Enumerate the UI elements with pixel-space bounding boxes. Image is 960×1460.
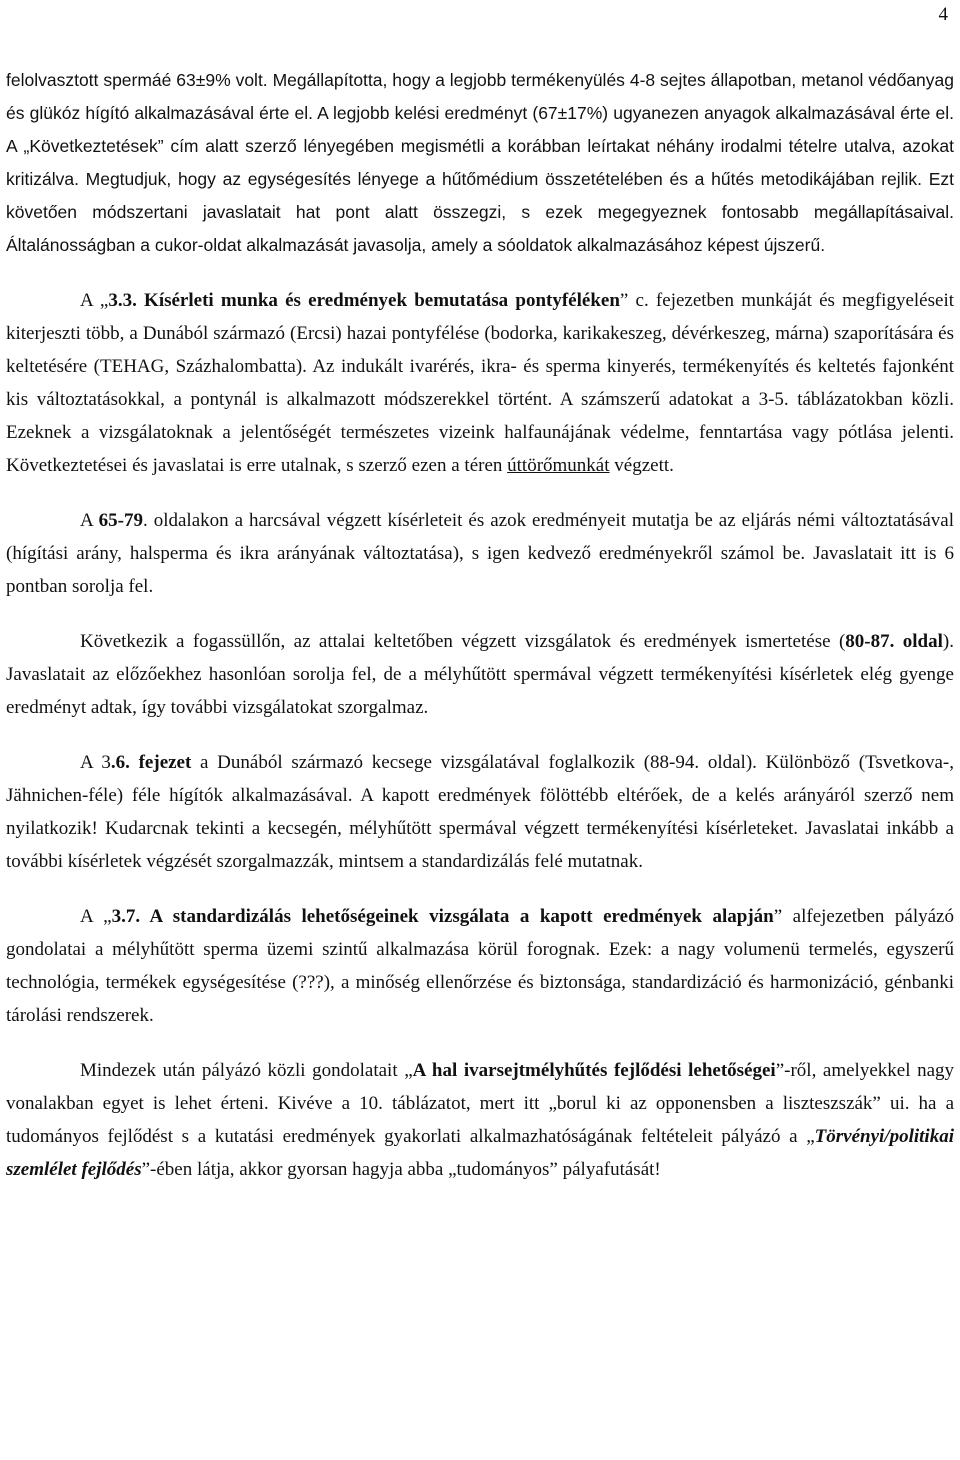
paragraph-7-text: Mindezek után pályázó közli gondolatait „ [80,1060,413,1081]
section-title-bold: A hal ivarsejtmélyhűtés fejlődési lehetőségei [412,1060,776,1081]
paragraph-2 [6,284,954,482]
paragraph-1-text: felolvasztott spermáé 63±9% volt. Megállapította, hogy a legjobb termékenyülés 4-8 sejtes állapotban, metanol védőanyag és glükóz hígító alkalmazásával érte el. A legjobb kelési eredményt (67±17%) ugyanezen anyagok alkalmazásával érte el. A „Következtetések” cím alatt szerző lényegében megismétli a korábban leírtakat néhány irodalmi tételre utalva, azokat kritizálva. Megtudjuk, hogy az egységesítés lényege a hűtőmédium összetételében és a hűtés metodikájában rejlik. Ezt követően módszertani javaslatait hat pont alatt összegzi, s ezek megegyeznek fontosabb megállapításaival. Általánosságban a cukor-oldat alkalmazását javasolja, amely a sóoldatok alkalmazásához képest újszerű. [6,70,954,255]
chapter-3-3-title: 3.3. Kísérleti munka és eredmények bemutatása pontyféléken [108,290,620,311]
chapter-3-6-bold: .6. fejezet [110,752,192,773]
paragraph-6 [6,900,954,1032]
paragraph-2-text-cont: ” c. fejezetben munkáját és megfigyeléseit kiterjeszti több, a Dunából származó (Ercsi) hazai pontyfélése (bodorka, karikakeszeg, dévérkeszeg, márna) szaporítására és keltetésére (TEHAG, Százhalombatta). Az indukált ivarérés, ikra- és sperma kinyerés, termékenyítés és keltetés fajonként kis változtatásokkal, a pontynál is alkalmazott módszerekkel történt. A számszerű adatokat a 3-5. táblázatokban közli. Ezeknek a vizsgálatoknak a jelentőségét természetes vizeink halfaunájának védelme, fenntartása vagy pótlása jelenti. Következtetései és javaslatai is erre utalnak, s szerző ezen a téren [6,290,954,476]
paragraph-7-text-end: ”-ében látja, akkor gyorsan hagyja abba „tudományos” pályafutását! [141,1159,661,1180]
paragraph-3-text: A [80,510,99,531]
page-range-bold: 65-79 [98,510,143,531]
paragraph-5 [6,746,954,878]
paragraph-6-text: A „ [80,906,112,927]
paragraph-3 [6,504,954,603]
paragraph-4-text: Következik a fogassüllőn, az attalai keltetőben végzett vizsgálatok és eredmények ismertetése ( [80,631,846,652]
emphasis-bold-italic: Törvényi/politikai szemlélet fejlődés [6,1126,954,1180]
paragraph-4-text-cont: ). Javaslatait az előzőekhez hasonlóan sorolja fel, de a mélyhűtött spermával végzett termékenyítési kísérletek elég gyenge eredményt adtak, így további vizsgálatokat szorgalmaz. [6,631,954,718]
paragraph-4 [6,625,954,724]
chapter-3-7-title: 3.7. A standardizálás lehetőségeinek vizsgálata a kapott eredmények alapján [111,906,774,927]
paragraph-5-text-cont: a Dunából származó kecsege vizsgálatával foglalkozik (88-94. oldal). Különböző (Tsvetkova-, Jähnichen-féle) féle hígítók alkalmazásával. A kapott eredmények fölöttébb eltérőek, de a kelés arányáról szerző nem nyilatkozik! Kudarcnak tekinti a kecsegén, mélyhűtött spermával végzett termékenyítési kísérleteket. Javaslatai inkább a további kísérletek végzését szorgalmazzák, mintsem a standardizálás felé mutatnak. [6,752,954,872]
paragraph-3-text-cont: . oldalakon a harcsával végzett kísérleteit és azok eredményeit mutatja be az eljárás némi változtatásával (hígítási arány, halsperma és ikra arányának változtatása), s igen kedvező eredményekről számol be. Javaslatait itt is 6 pontban sorolja fel. [6,510,954,597]
paragraph-2-text: A „ [80,290,109,311]
page-range-bold: 80-87. oldal [845,631,943,652]
paragraph-2-text-end: végzett. [609,455,674,476]
underlined-term: úttörőmunkát [507,455,610,476]
paragraph-7-text-cont: ”-ről, amelyekkel nagy vonalakban egyet is lehet érteni. Kivéve a 10. táblázatot, mert itt „borul ki az opponensben a liszteszszák” ui. ha a tudományos fejlődést s a kutatási eredmények gyakorlati alkalmazhatóságának feltételeit pályázó a „ [6,1060,955,1147]
page-number: 4 [938,4,948,25]
paragraph-7 [6,1054,954,1186]
document-body [6,64,954,1186]
paragraph-5-text: A 3 [80,752,111,773]
paragraph-1 [6,64,954,262]
paragraph-6-text-cont: ” alfejezetben pályázó gondolatai a mélyhűtött sperma üzemi szintű alkalmazása körül forognak. Ezek: a nagy volumenü termelés, egyszerű technológia, termékek egységesítése (???), a minőség ellenőrzése és biztonsága, standardizáció és harmonizáció, génbanki tárolási rendszerek. [6,906,954,1026]
